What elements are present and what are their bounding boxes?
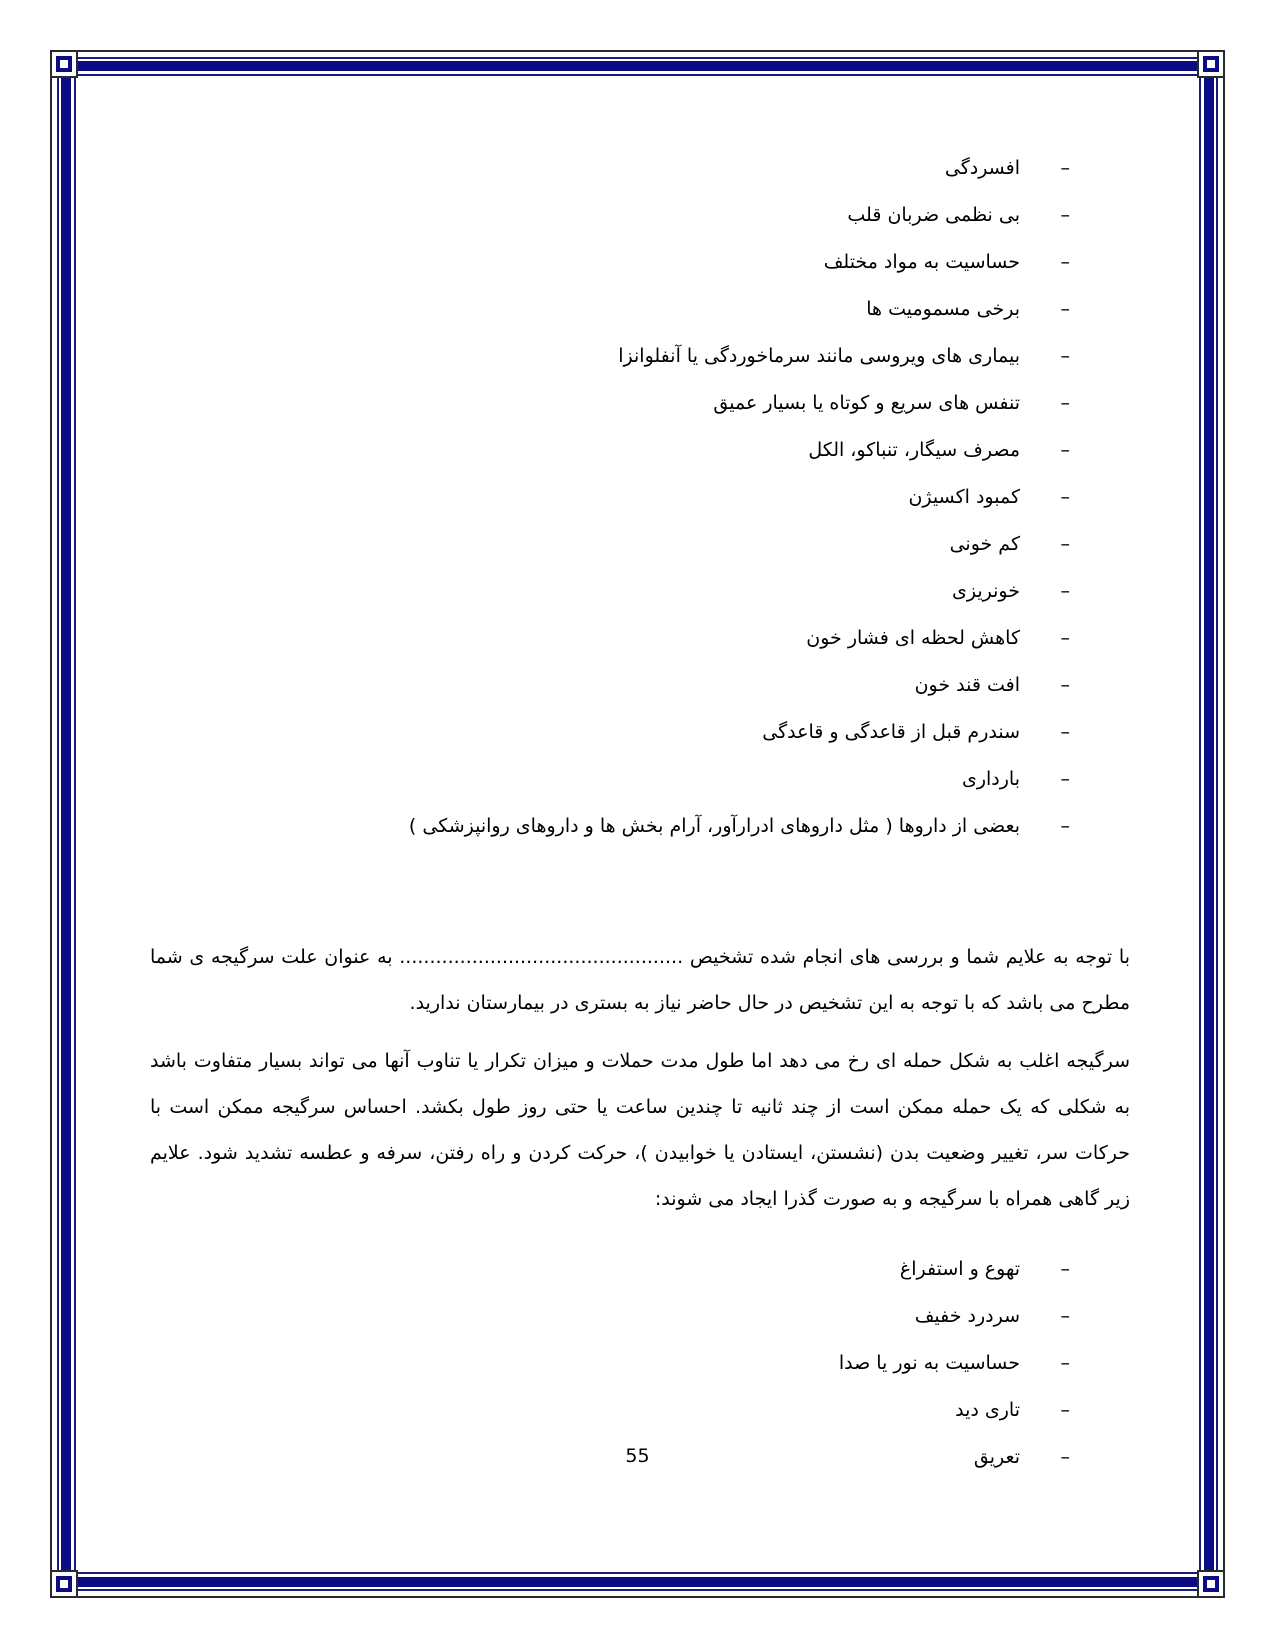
dash-bullet: – bbox=[1060, 533, 1070, 555]
list-item bbox=[150, 568, 1130, 615]
dash-bullet: – bbox=[1060, 721, 1070, 743]
dash-bullet: – bbox=[1060, 204, 1070, 226]
list-item bbox=[150, 1293, 1130, 1340]
dash-bullet: – bbox=[1060, 345, 1070, 367]
list-item-text: افسردگی bbox=[944, 157, 1020, 179]
list-item bbox=[150, 286, 1130, 333]
list-item-text: تنفس های سریع و کوتاه یا بسیار عمیق bbox=[713, 392, 1020, 414]
list-item bbox=[150, 803, 1130, 850]
dash-bullet: – bbox=[1060, 298, 1070, 320]
list-item bbox=[150, 380, 1130, 427]
list-item bbox=[150, 756, 1130, 803]
dash-bullet: – bbox=[1060, 674, 1070, 696]
dash-bullet: – bbox=[1060, 627, 1070, 649]
list-item bbox=[150, 192, 1130, 239]
list-item-text: کمبود اکسیژن bbox=[908, 486, 1020, 508]
dash-bullet: – bbox=[1060, 1399, 1070, 1421]
causes-list bbox=[150, 145, 1130, 850]
list-item bbox=[150, 474, 1130, 521]
list-item-text: برخی مسمومیت ها bbox=[866, 298, 1020, 320]
list-item-text: کاهش لحظه ای فشار خون bbox=[806, 627, 1020, 649]
list-item bbox=[150, 1246, 1130, 1293]
list-item bbox=[150, 1340, 1130, 1387]
list-item bbox=[150, 662, 1130, 709]
list-item bbox=[150, 521, 1130, 568]
list-item bbox=[150, 145, 1130, 192]
frame-corner-bottom-left bbox=[50, 1570, 78, 1598]
list-item-text: مصرف سیگار، تنباکو، الکل bbox=[808, 439, 1020, 461]
page-number: 55 bbox=[625, 1445, 650, 1467]
list-item-text: افت قند خون bbox=[914, 674, 1020, 696]
list-item-text: خونریزی bbox=[952, 580, 1020, 602]
dash-bullet: – bbox=[1060, 439, 1070, 461]
list-item-text: حساسیت به مواد مختلف bbox=[823, 251, 1020, 273]
list-item-text: تاری دید bbox=[955, 1399, 1020, 1421]
vertigo-description-paragraph: سرگیجه اغلب به شکل حمله ای رخ می دهد اما طول مدت حملات و میزان تکرار یا تناوب آنها می تواند بسیار متفاوت باشد به شکلی که یک حمله ممکن است از چند ثانیه تا چندین ساعت یا حتی روز طول بکشد. احساس سرگیجه ممکن است با حرکات سر، تغییر وضعیت بدن (نشستن، ایستادن یا خوابیدن )، حرکت کردن و راه رفتن، سرفه و عطسه تشدید شود. علایم زیر گاهی همراه با سرگیجه و به صورت گذرا ایجاد می شوند: bbox=[150, 1050, 1130, 1210]
list-item-text: تهوع و استفراغ bbox=[899, 1258, 1020, 1280]
dash-bullet: – bbox=[1060, 251, 1070, 273]
dash-bullet: – bbox=[1060, 1352, 1070, 1374]
list-item bbox=[150, 239, 1130, 286]
dash-bullet: – bbox=[1060, 1305, 1070, 1327]
list-item bbox=[150, 427, 1130, 474]
dash-bullet: – bbox=[1060, 1258, 1070, 1280]
list-item bbox=[150, 1387, 1130, 1434]
dash-bullet: – bbox=[1060, 157, 1070, 179]
page-content bbox=[150, 145, 1130, 1481]
list-item-text: بیماری های ویروسی مانند سرماخوردگی یا آنفلوانزا bbox=[618, 345, 1020, 367]
dash-bullet: – bbox=[1060, 1446, 1070, 1468]
dash-bullet: – bbox=[1060, 580, 1070, 602]
frame-corner-bottom-right bbox=[1197, 1570, 1225, 1598]
list-item-text: تعریق bbox=[973, 1446, 1020, 1468]
list-item-text: بارداری bbox=[961, 768, 1020, 790]
list-item bbox=[150, 615, 1130, 662]
list-item bbox=[150, 709, 1130, 756]
list-item-text: بعضی از داروها ( مثل داروهای ادرارآور، آرام بخش ها و داروهای روانپزشکی ) bbox=[408, 815, 1020, 837]
list-item-text: سندرم قبل از قاعدگی و قاعدگی bbox=[762, 721, 1020, 743]
list-item-text: حساسیت به نور یا صدا bbox=[838, 1352, 1020, 1374]
dash-bullet: – bbox=[1060, 392, 1070, 414]
list-item-text: بی نظمی ضربان قلب bbox=[847, 204, 1020, 226]
list-item bbox=[150, 333, 1130, 380]
dash-bullet: – bbox=[1060, 486, 1070, 508]
frame-corner-top-right bbox=[1197, 50, 1225, 78]
dash-bullet: – bbox=[1060, 768, 1070, 790]
diagnosis-paragraph: با توجه به علایم شما و بررسی های انجام شده تشخیص ............................................... به عنوان علت سرگیجه ی شما مطرح می باشد که با توجه به این تشخیص در حال حاضر نیاز به بستری در بیمارستان ندارید. bbox=[150, 946, 1130, 1014]
frame-corner-top-left bbox=[50, 50, 78, 78]
list-item-text: سردرد خفیف bbox=[914, 1305, 1020, 1327]
dash-bullet: – bbox=[1060, 815, 1070, 837]
list-item-text: کم خونی bbox=[949, 533, 1020, 555]
